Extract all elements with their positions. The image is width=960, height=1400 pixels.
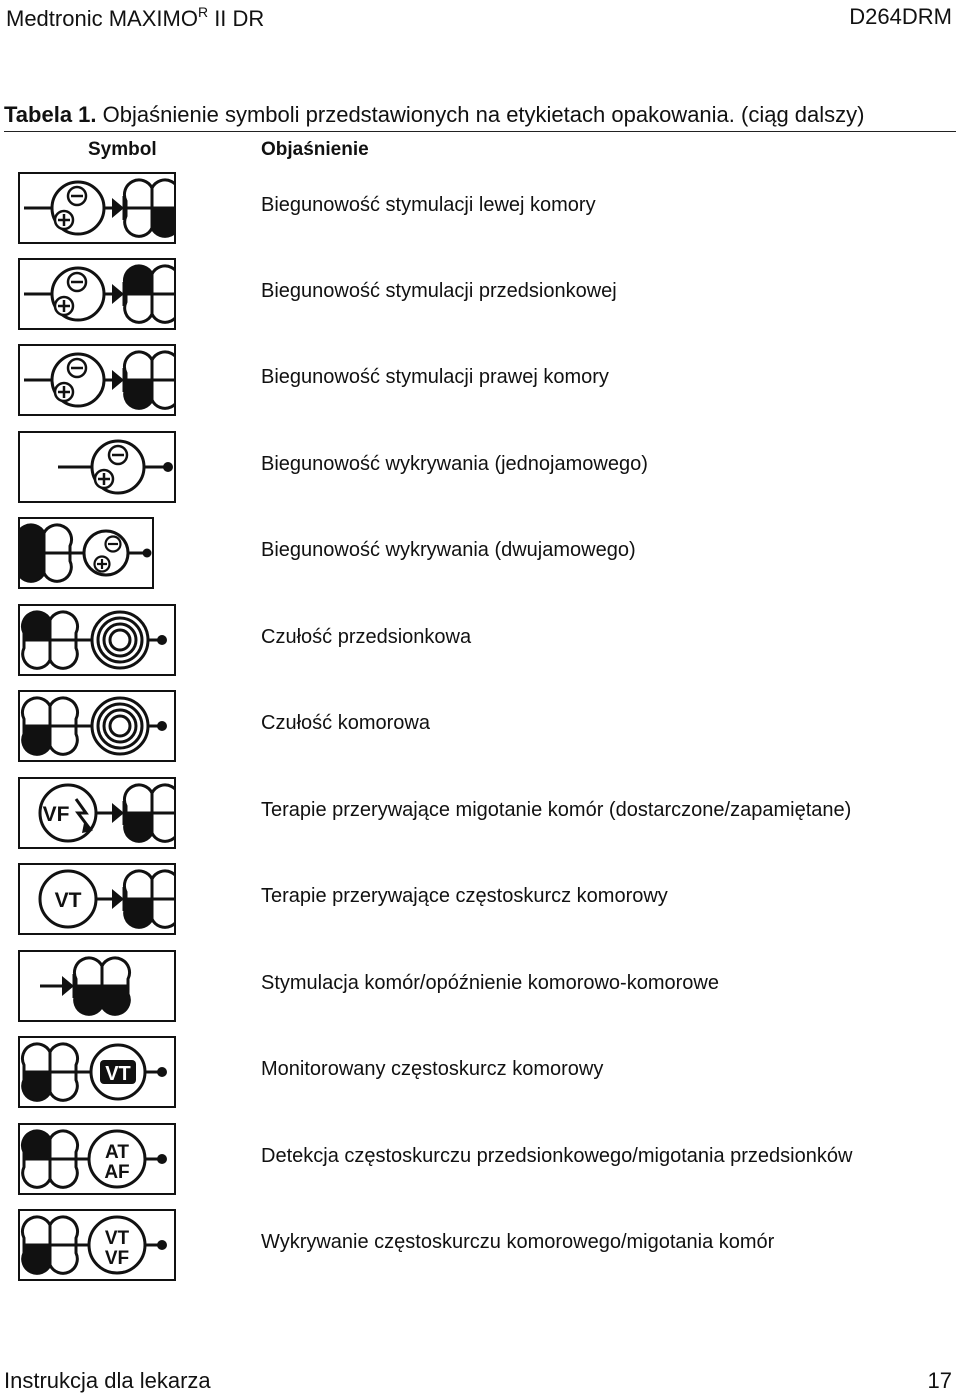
- table-row: [0, 863, 960, 935]
- row-description: Biegunowość stymulacji lewej komory: [261, 194, 596, 216]
- at-af-detection-icon: [18, 1123, 176, 1195]
- table-row: [0, 172, 960, 244]
- header-product-name: Medtronic $MAXIMO^R$ II DR: [6, 4, 265, 31]
- af-label: AF: [104, 1162, 130, 1183]
- lv-pacing-polarity-icon: [18, 172, 176, 244]
- table-row: [0, 1209, 960, 1281]
- table-row: [0, 1036, 960, 1108]
- at-label: AT: [105, 1142, 129, 1163]
- vt-label: VT: [105, 1063, 131, 1085]
- table-row: [0, 517, 960, 589]
- row-description: Biegunowość wykrywania (jednojamowego): [261, 453, 648, 475]
- table-title-rule: [4, 131, 956, 132]
- table-row: [0, 604, 960, 676]
- row-description: Wykrywanie częstoskurczu komorowego/migotania komór: [261, 1231, 775, 1253]
- vt-therapy-icon: [18, 863, 176, 935]
- ventricular-pacing-av-delay-icon: [18, 950, 176, 1022]
- vf-label: VF: [42, 803, 70, 826]
- column-header-explanation: Objaśnienie: [261, 139, 369, 160]
- atrial-pacing-polarity-icon: [18, 258, 176, 330]
- row-description: Biegunowość stymulacji prawej komory: [261, 366, 609, 388]
- vf-label: VF: [104, 1248, 130, 1269]
- row-description: Monitorowany częstoskurcz komorowy: [261, 1058, 604, 1080]
- vt-label: VT: [54, 889, 82, 912]
- header-document-code: D264DRM: [849, 4, 952, 29]
- rv-pacing-polarity-icon: [18, 344, 176, 416]
- registered-mark: R: [197, 4, 209, 20]
- row-description: Terapie przerywające częstoskurcz komorowy: [261, 885, 668, 907]
- column-header-symbol: Symbol: [88, 139, 157, 160]
- footer-manual-title: Instrukcja dla lekarza: [4, 1368, 211, 1393]
- atrial-sensitivity-icon: [18, 604, 176, 676]
- table-row: [0, 950, 960, 1022]
- table-row: [0, 690, 960, 762]
- page-number: 17: [927, 1368, 952, 1393]
- row-description: Detekcja częstoskurczu przedsionkowego/migotania przedsionków: [261, 1145, 853, 1167]
- vt-label: VT: [104, 1228, 130, 1249]
- monitored-vt-icon: [18, 1036, 176, 1108]
- table-title: Tabela 1. Objaśnienie symboli przedstawionych na etykietach opakowania. (ciąg dalszy): [4, 102, 865, 127]
- table-row: [0, 258, 960, 330]
- dual-chamber-sensing-polarity-icon: [18, 517, 154, 589]
- table-row: [0, 344, 960, 416]
- table-row: [0, 431, 960, 503]
- row-description: Terapie przerywające migotanie komór (dostarczone/zapamiętane): [261, 799, 852, 821]
- row-description: Czułość przedsionkowa: [261, 626, 472, 648]
- table-row: [0, 1123, 960, 1195]
- row-description: Stymulacja komór/opóźnienie komorowo-komorowe: [261, 972, 719, 994]
- single-chamber-sensing-polarity-icon: [18, 431, 176, 503]
- row-description: Biegunowość wykrywania (dwujamowego): [261, 539, 636, 561]
- row-description: Czułość komorowa: [261, 712, 430, 734]
- table-row: [0, 777, 960, 849]
- ventricular-sensitivity-icon: [18, 690, 176, 762]
- vt-vf-detection-icon: [18, 1209, 176, 1281]
- vf-therapy-icon: [18, 777, 176, 849]
- row-description: Biegunowość stymulacji przedsionkowej: [261, 280, 617, 302]
